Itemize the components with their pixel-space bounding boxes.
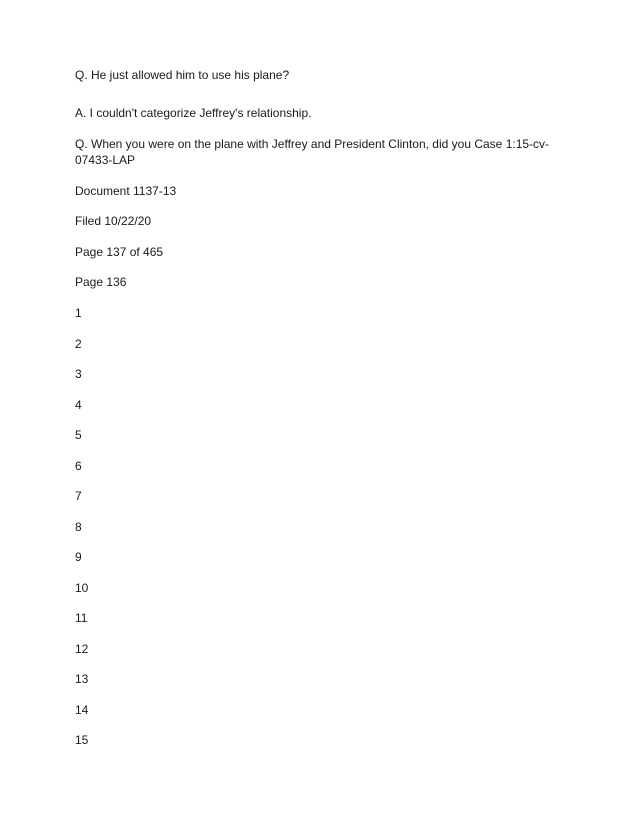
line-number: 10 (75, 580, 89, 595)
line-number: 15 (75, 733, 89, 747)
question-clinton-case-header: Q. When you were on the plane with Jeffrey and President Clinton, did you Case 1:15-cv-07433-LAP (75, 137, 550, 167)
line-number: 4 (75, 397, 82, 412)
line-number: 8 (75, 519, 82, 534)
line-number: 7 (75, 489, 82, 503)
answer-relationship: A. I couldn't categorize Jeffrey's relationship. (75, 106, 312, 120)
line-number-list (75, 305, 88, 763)
page-of-total: Page 137 of 465 (75, 245, 164, 259)
line-number: 14 (75, 702, 89, 717)
line-number: 5 (75, 428, 82, 442)
document-number: Document 1137-13 (75, 184, 177, 198)
line-number: 11 (75, 611, 88, 625)
line-number: 9 (75, 550, 82, 564)
line-number: 1 (75, 306, 82, 320)
transcript-page-number: Page 136 (75, 275, 127, 289)
line-number: 13 (75, 672, 89, 686)
line-number: 6 (75, 458, 82, 473)
line-number: 2 (75, 336, 82, 351)
question-plane: Q. He just allowed him to use his plane? (75, 68, 290, 82)
filed-date: Filed 10/22/20 (75, 214, 152, 228)
line-number: 3 (75, 367, 82, 381)
line-number: 12 (75, 641, 89, 656)
